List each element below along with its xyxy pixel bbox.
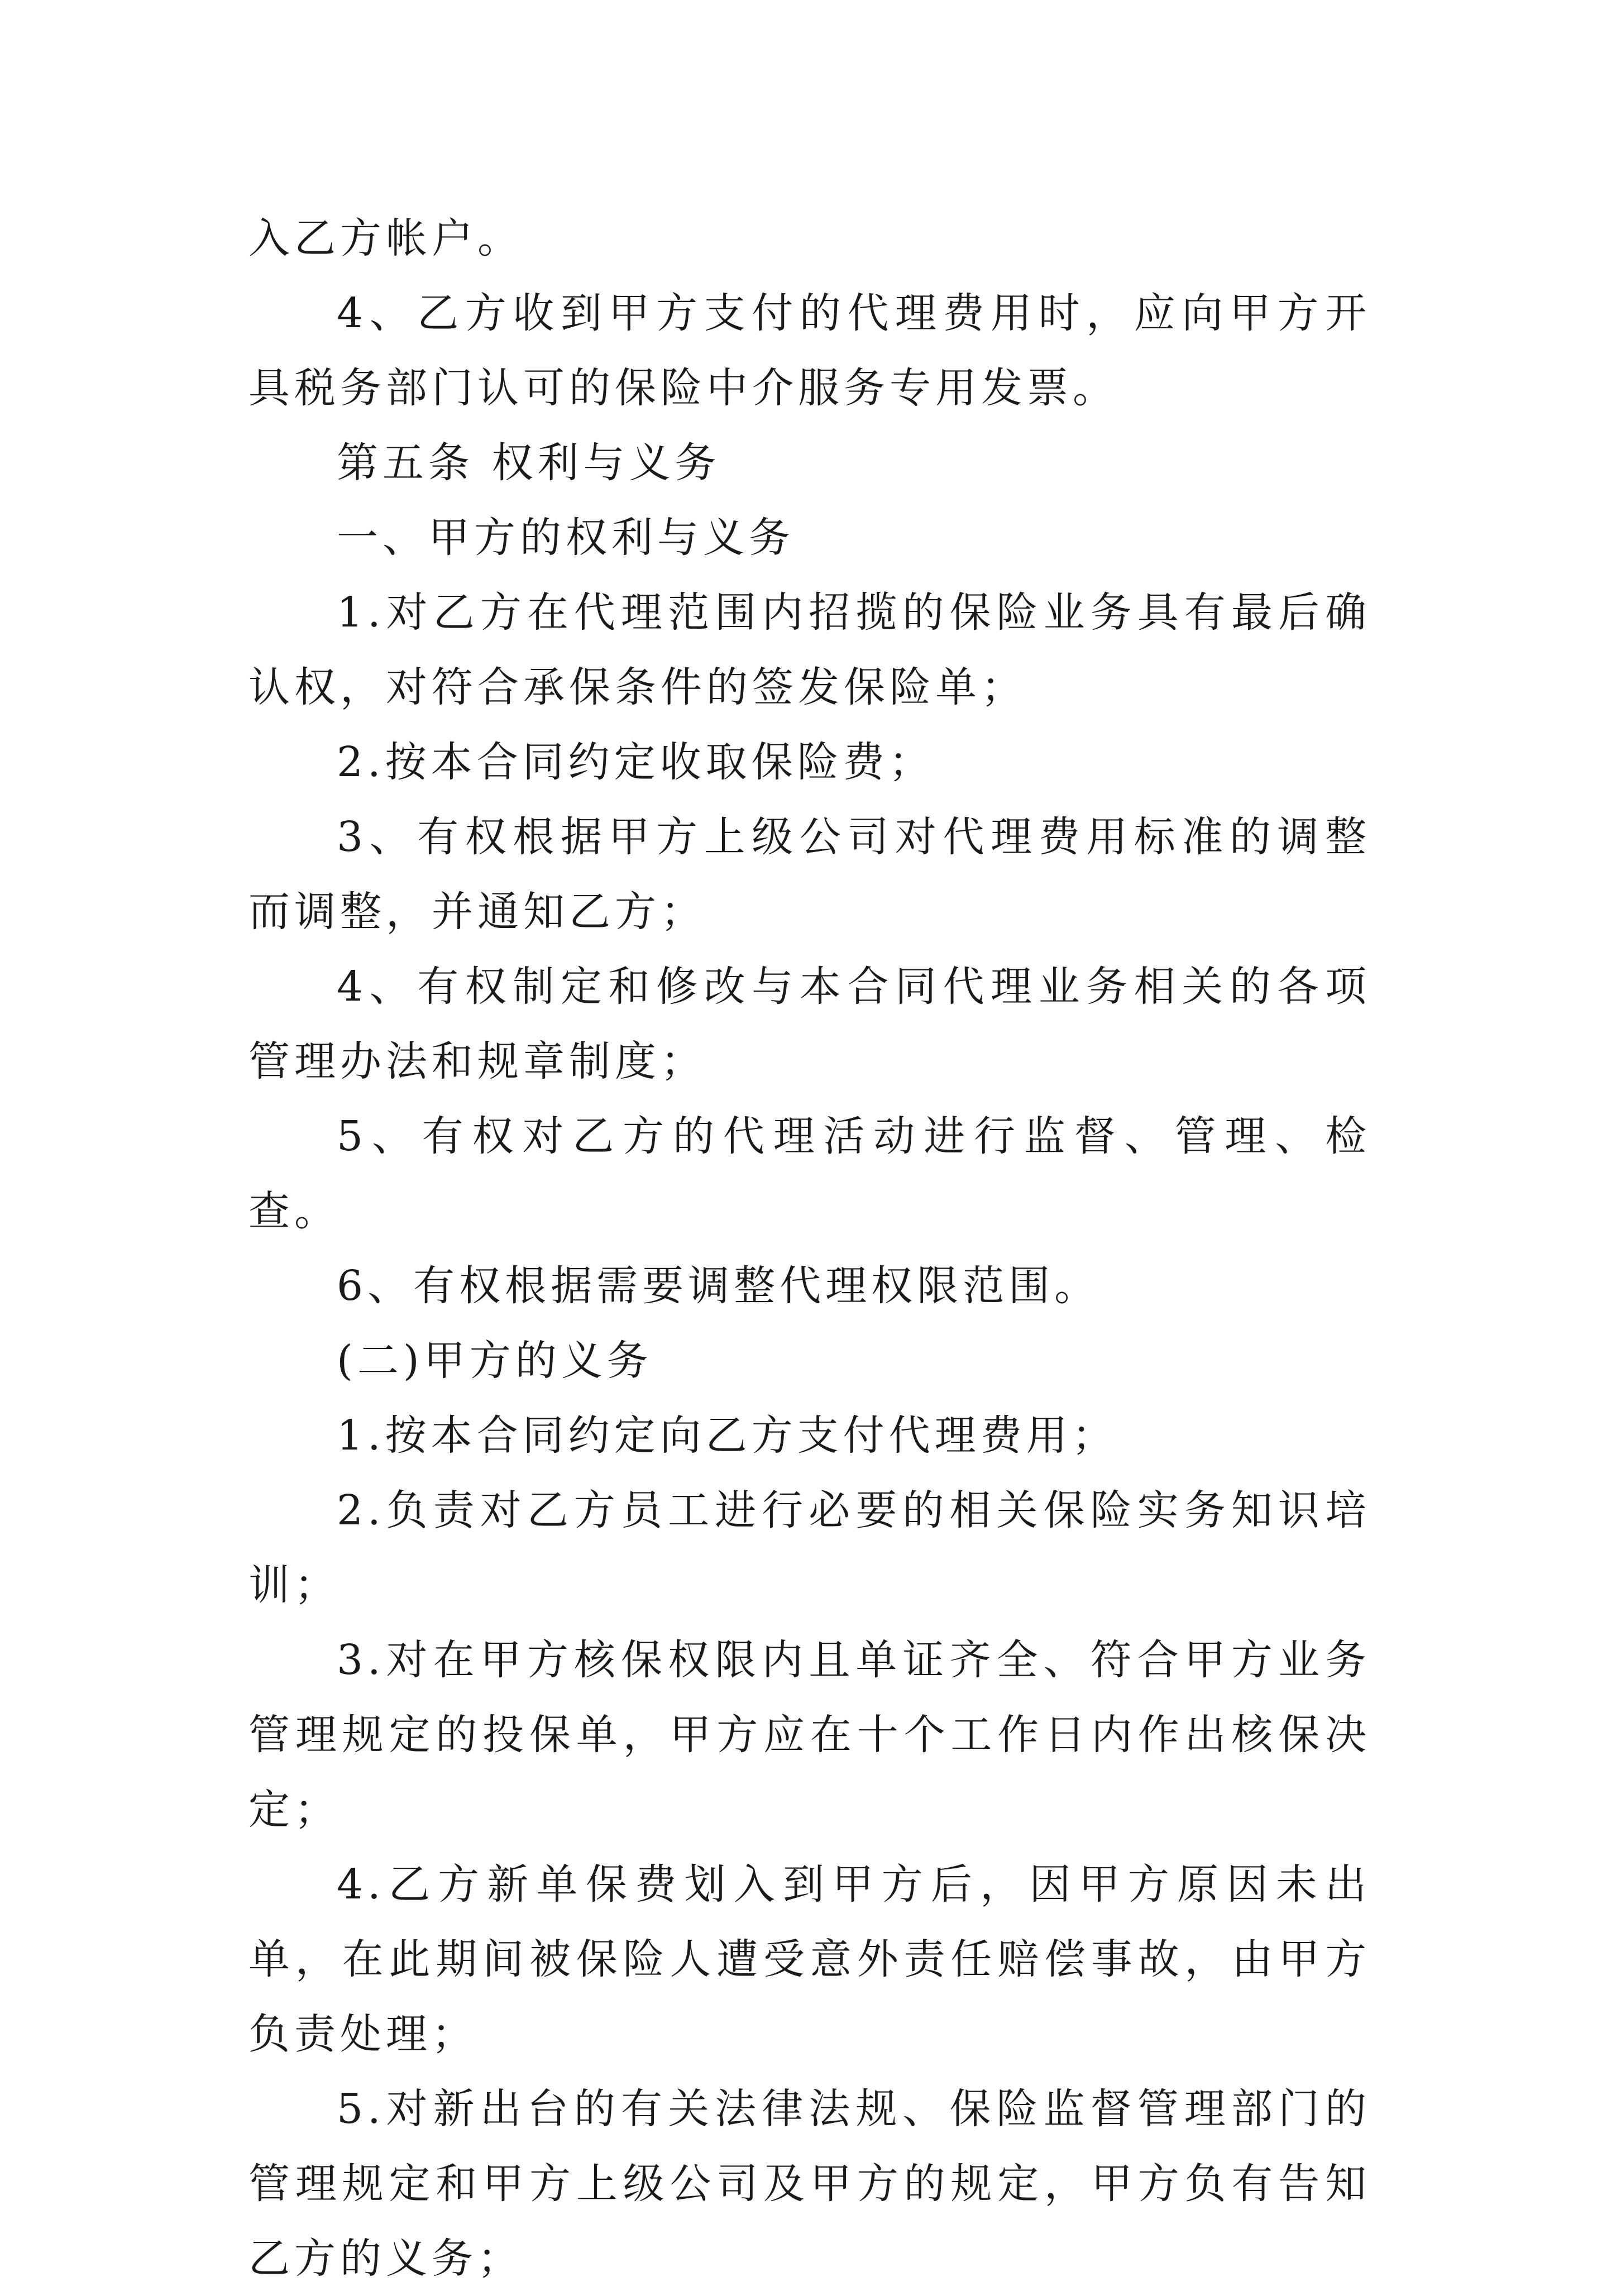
- paragraph-rights-1: 1.对乙方在代理范围内招揽的保险业务具有最后确认权，对符合承保条件的签发保险单；: [248, 589, 1371, 711]
- section-heading-party-a-rights: 一、甲方的权利与义务: [337, 514, 795, 562]
- paragraph-continuation: 入乙方帐户。: [248, 214, 523, 262]
- paragraph-rights-5: 5、有权对乙方的代理活动进行监督、管理、检查。: [248, 1112, 1371, 1235]
- paragraph-obligations-4: 4.乙方新单保费划入到甲方后，因甲方原因未出单，在此期间被保险人遭受意外责任赔偿事故，由甲方负责处理；: [248, 1860, 1371, 2058]
- paragraph-obligations-2: 2.负责对乙方员工进行必要的相关保险实务知识培训；: [248, 1486, 1371, 1609]
- document-body: [248, 201, 1371, 2296]
- paragraph-rights-2: 2.按本合同约定收取保险费；: [337, 738, 935, 786]
- paragraph-obligations-3: 3.对在甲方核保权限内且单证齐全、符合甲方业务管理规定的投保单，甲方应在十个工作日内作出核保决定；: [248, 1636, 1371, 1834]
- paragraph-item-4-invoice: 4、乙方收到甲方支付的代理费用时，应向甲方开具税务部门认可的保险中介服务专用发票。: [248, 289, 1371, 412]
- paragraph-obligations-1: 1.按本合同约定向乙方支付代理费用；: [337, 1412, 1118, 1460]
- section-heading-party-a-obligations: (二)甲方的义务: [337, 1337, 653, 1385]
- paragraph-rights-4: 4、有权制定和修改与本合同代理业务相关的各项管理办法和规章制度；: [248, 963, 1371, 1085]
- paragraph-rights-6: 6、有权根据需要调整代理权限范围。: [337, 1262, 1101, 1310]
- article-5-heading: 第五条 权利与义务: [337, 439, 721, 487]
- paragraph-rights-3: 3、有权根据甲方上级公司对代理费用标准的调整而调整，并通知乙方；: [248, 813, 1371, 936]
- paragraph-obligations-5: 5.对新出台的有关法律法规、保险监督管理部门的管理规定和甲方上级公司及甲方的规定，甲方负有告知乙方的义务；: [248, 2085, 1371, 2283]
